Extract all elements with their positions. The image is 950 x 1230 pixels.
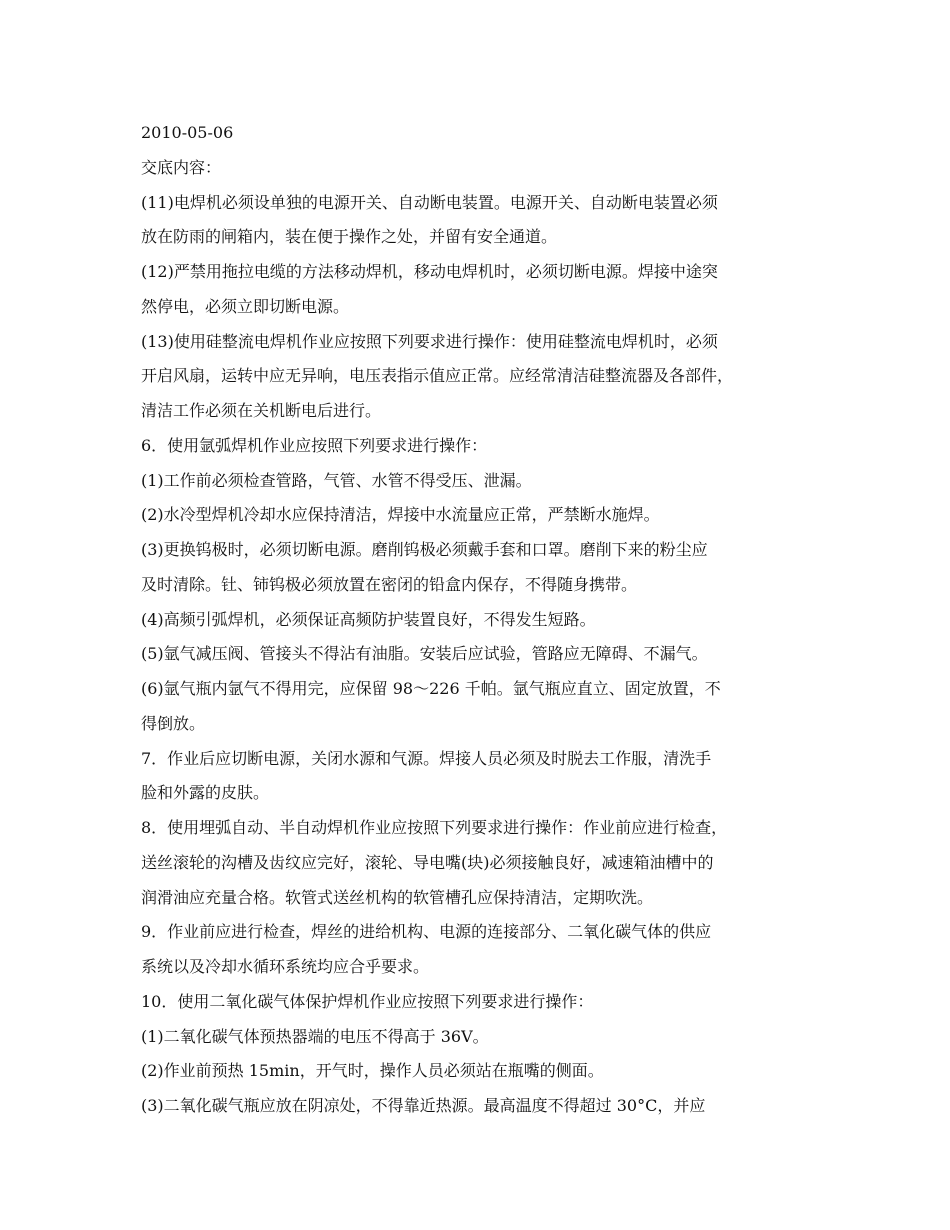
text-line: (1)二氧化碳气体预热器端的电压不得高于 36V。 <box>141 1026 489 1046</box>
text-line: 然停电，必须立即切断电源。 <box>141 296 350 316</box>
text-line: 开启风扇，运转中应无异响，电压表指示值应正常。应经常清洁硅整流器及各部件， <box>141 366 734 386</box>
text-line: 9．作业前应进行检查，焊丝的进给机构、电源的连接部分、二氧化碳气体的供应 <box>141 922 712 942</box>
text-line: 10．使用二氧化碳气体保护焊机作业应按照下列要求进行操作： <box>141 991 594 1011</box>
text-line: (12)严禁用拖拉电缆的方法移动焊机，移动电焊机时，必须切断电源。焊接中途突 <box>141 262 718 281</box>
text-line: 脸和外露的皮肤。 <box>141 783 270 803</box>
text-line: (5)氩气减压阀、管接头不得沾有油脂。安装后应试验，管路应无障碍、不漏气。 <box>141 644 708 664</box>
date-line: 2010-05-06 <box>141 123 234 142</box>
text-line: 润滑油应充量合格。软管式送丝机构的软管槽孔应保持清洁，定期吹洗。 <box>141 887 654 907</box>
text-line: 得倒放。 <box>141 713 206 733</box>
text-line: 8．使用埋弧自动、半自动焊机作业应按照下列要求进行操作：作业前应进行检查， <box>141 818 728 837</box>
text-line: 6．使用氩弧焊机作业应按照下列要求进行操作： <box>141 435 488 455</box>
text-line: 放在防雨的闸箱内，装在便于操作之处，并留有安全通道。 <box>141 227 558 247</box>
text-line: (3)更换钨极时，必须切断电源。磨削钨极必须戴手套和口罩。磨削下来的粉尘应 <box>141 540 708 559</box>
text-line: (4)高频引弧焊机，必须保证高频防护装置良好，不得发生短路。 <box>141 609 596 629</box>
text-line: 及时清除。钍、铈钨极必须放置在密闭的铅盒内保存，不得随身携带。 <box>141 574 638 594</box>
text-line: (6)氩气瓶内氩气不得用完，应保留 98～226 千帕。氩气瓶应直立、固定放置，不 <box>141 679 721 698</box>
section-heading: 交底内容： <box>141 157 222 177</box>
text-line: 7．作业后应切断电源，关闭水源和气源。焊接人员必须及时脱去工作服，清洗手 <box>141 748 712 768</box>
text-line: (3)二氧化碳气瓶应放在阴凉处，不得靠近热源。最高温度不得超过 30°C，并应 <box>141 1096 706 1115</box>
text-line: 送丝滚轮的沟槽及齿纹应完好，滚轮、导电嘴(块)必须接触良好，减速箱油槽中的 <box>141 852 714 872</box>
text-line: 清洁工作必须在关机断电后进行。 <box>141 401 382 420</box>
text-line: (2)水冷型焊机冷却水应保持清洁，焊接中水流量应正常，严禁断水施焊。 <box>141 505 660 525</box>
text-line: 系统以及冷却水循环系统均应合乎要求。 <box>141 957 430 976</box>
text-line: (11)电焊机必须设单独的电源开关、自动断电装置。电源开关、自动断电装置必须 <box>141 192 718 212</box>
text-line: (2)作业前预热 15min，开气时，操作人员必须站在瓶嘴的侧面。 <box>141 1061 604 1081</box>
text-line: (13)使用硅整流电焊机作业应按照下列要求进行操作：使用硅整流电焊机时，必须 <box>141 331 718 351</box>
document-body <box>141 116 821 1124</box>
text-line: (1)工作前必须检查管路，气管、水管不得受压、泄漏。 <box>141 470 532 490</box>
